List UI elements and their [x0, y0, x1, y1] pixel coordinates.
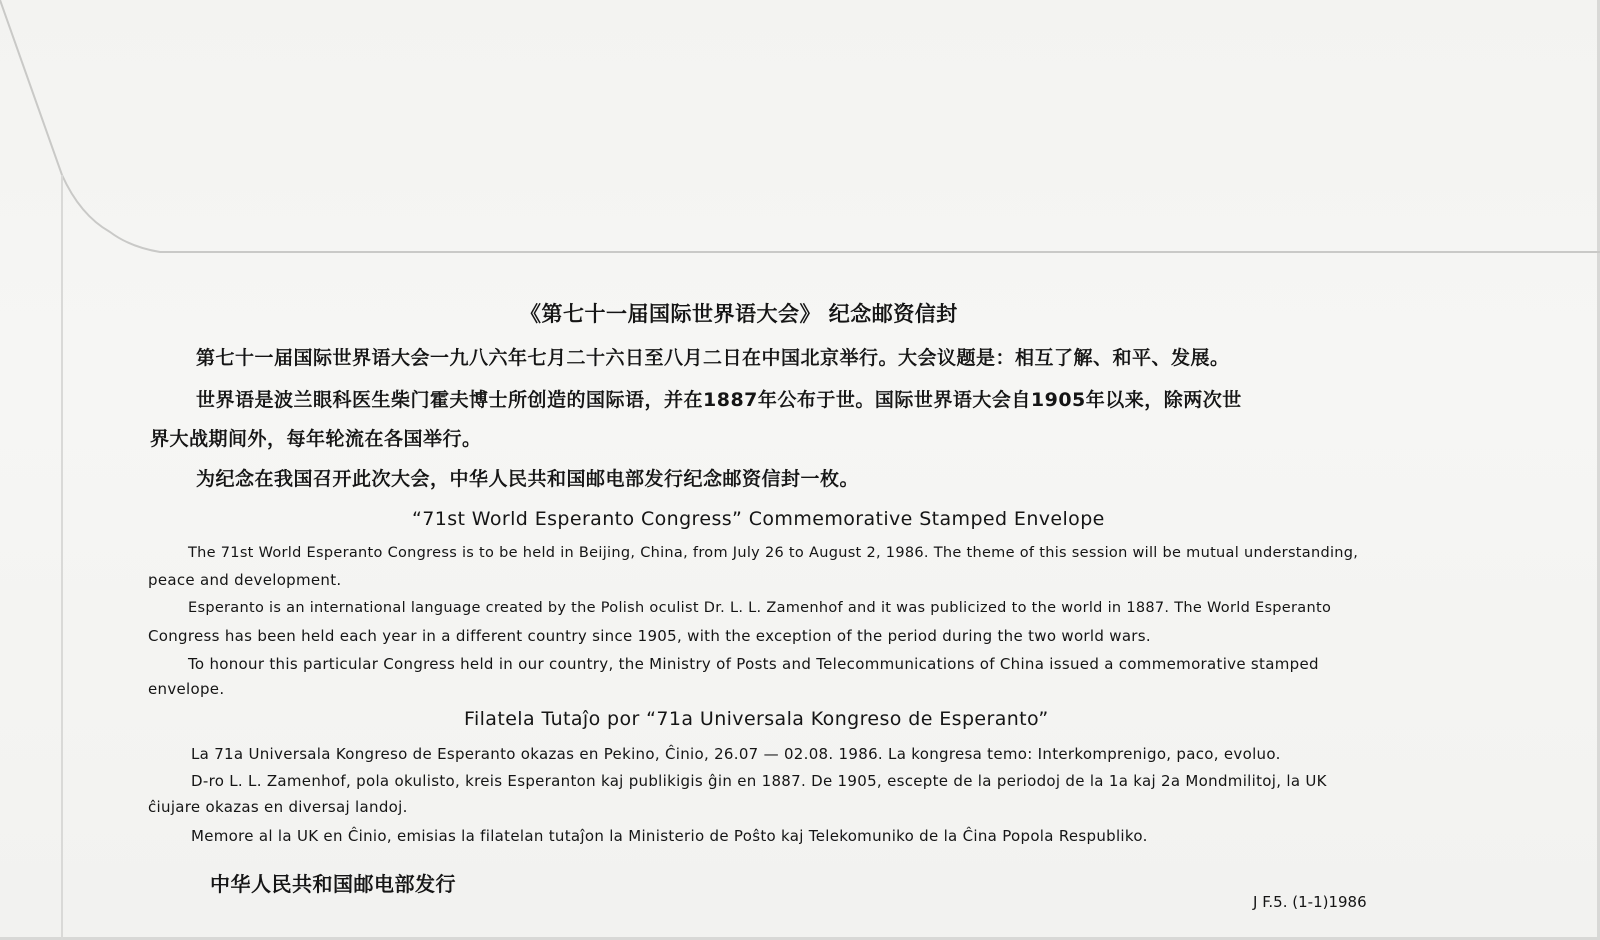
english-paragraph-3-line-2: envelope.: [148, 680, 225, 698]
english-title: “71st World Esperanto Congress” Commemorative Stamped Envelope: [412, 508, 1105, 530]
issue-code: J F.5. (1-1)1986: [1253, 893, 1367, 911]
chinese-paragraph-2-line-1: 世界语是波兰眼科医生柴门霍夫博士所创造的国际语，并在1887年公布于世。国际世界语大会自1905年以来，除两次世: [196, 389, 1242, 411]
english-paragraph-2-line-1: Esperanto is an international language created by the Polish oculist Dr. L. L. Zamenhof and it was publicized to the world in 1887. The World Esperanto: [188, 600, 1332, 616]
esperanto-paragraph-2-line-1: D-ro L. L. Zamenhof, pola okulisto, kreis Esperanton kaj publikigis ĝin en 1887. De 1905, escepte de la periodoj de la 1a kaj 2a Mondmilitoj, la UK: [191, 772, 1327, 790]
flap-left-edge: [0, 0, 1600, 252]
english-paragraph-3-line-1: To honour this particular Congress held in our country, the Ministry of Posts and Telecommunications of China issued a commemorative stamped: [188, 655, 1319, 673]
esperanto-paragraph-1: La 71a Universala Kongreso de Esperanto okazas en Pekino, Ĉinio, 26.07 — 02.08. 1986. La kongresa temo: Interkomprenigo, paco, evoluo.: [191, 745, 1281, 763]
esperanto-paragraph-2-line-2: ĉiujare okazas en diversaj landoj.: [148, 798, 408, 816]
esperanto-title: Filatela Tutaĵo por “71a Universala Kongreso de Esperanto”: [464, 708, 1049, 730]
chinese-paragraph-2-line-2: 界大战期间外，每年轮流在各国举行。: [150, 428, 482, 450]
chinese-paragraph-1: 第七十一届国际世界语大会一九八六年七月二十六日至八月二日在中国北京举行。大会议题是：相互了解、和平、发展。: [196, 347, 1230, 369]
chinese-paragraph-3: 为纪念在我国召开此次大会，中华人民共和国邮电部发行纪念邮资信封一枚。: [196, 468, 860, 490]
english-paragraph-1-line-1: The 71st World Esperanto Congress is to be held in Beijing, China, from July 26 to August 2, 1986. The theme of this session will be mutual understanding,: [188, 545, 1359, 561]
english-paragraph-1-line-2: peace and development.: [148, 571, 342, 589]
english-paragraph-2-line-2: Congress has been held each year in a different country since 1905, with the exception of the period during the two world wars.: [148, 627, 1151, 645]
esperanto-paragraph-3: Memore al la UK en Ĉinio, emisias la filatelan tutaĵon la Ministerio de Poŝto kaj Telekomuniko de la Ĉina Popola Respubliko.: [191, 827, 1148, 845]
issuer-name: 中华人民共和国邮电部发行: [210, 872, 456, 896]
chinese-title: 《第七十一届国际世界语大会》 纪念邮资信封: [520, 302, 958, 326]
